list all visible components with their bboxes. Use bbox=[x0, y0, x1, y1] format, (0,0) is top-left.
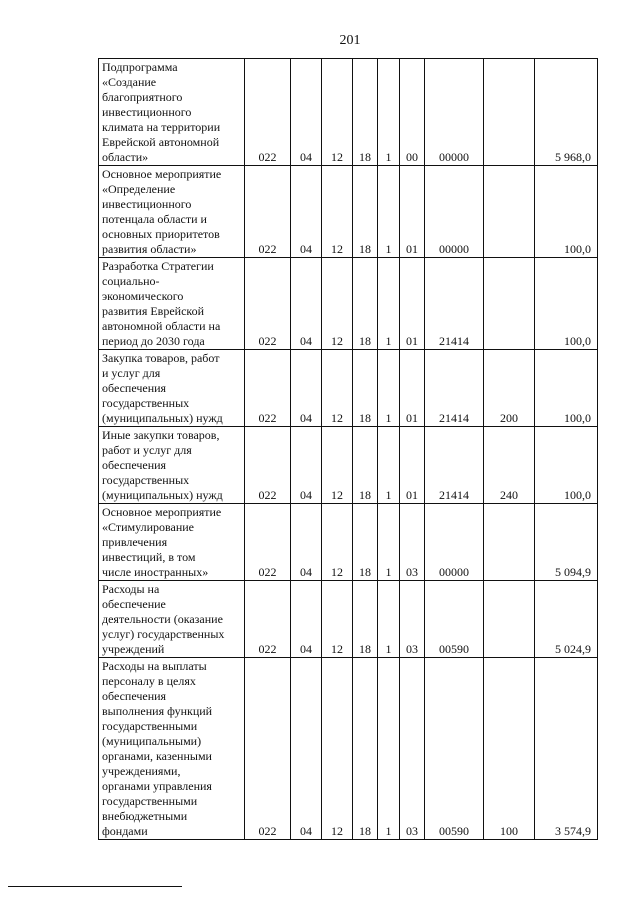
direction-code: 00000 bbox=[425, 59, 484, 166]
program-code: 18 bbox=[353, 59, 378, 166]
subprogram-code: 1 bbox=[378, 427, 400, 504]
grbs-code: 022 bbox=[245, 258, 291, 350]
row-name: Расходы на обеспечение деятельности (оказание услуг) государственных учреждений bbox=[99, 581, 245, 658]
direction-code: 00000 bbox=[425, 504, 484, 581]
table-row bbox=[99, 504, 598, 581]
subprogram-code: 1 bbox=[378, 504, 400, 581]
grbs-code: 022 bbox=[245, 581, 291, 658]
row-name: Основное мероприятие «Определение инвестиционного потенцала области и основных приоритетов развития области» bbox=[99, 166, 245, 258]
program-code: 18 bbox=[353, 581, 378, 658]
subsection-code: 12 bbox=[322, 350, 353, 427]
table-row bbox=[99, 258, 598, 350]
row-name: Закупка товаров, работ и услуг для обеспечения государственных (муниципальных) нужд bbox=[99, 350, 245, 427]
budget-table bbox=[98, 58, 598, 840]
subprogram-code: 1 bbox=[378, 658, 400, 840]
direction-code: 21414 bbox=[425, 427, 484, 504]
activity-code: 03 bbox=[400, 504, 425, 581]
amount: 100,0 bbox=[535, 350, 598, 427]
program-code: 18 bbox=[353, 258, 378, 350]
amount: 3 574,9 bbox=[535, 658, 598, 840]
row-name: Расходы на выплаты персоналу в целях обеспечения выполнения функций государственными (муниципальными) органами, казенными учреждениями, органами управления государственными внебюджетными фондами bbox=[99, 658, 245, 840]
grbs-code: 022 bbox=[245, 350, 291, 427]
expense-type-code: 100 bbox=[484, 658, 535, 840]
row-name: Подпрограмма «Создание благоприятного инвестиционного климата на территории Еврейской автономной области» bbox=[99, 59, 245, 166]
direction-code: 21414 bbox=[425, 258, 484, 350]
program-code: 18 bbox=[353, 504, 378, 581]
row-name: Иные закупки товаров, работ и услуг для обеспечения государственных (муниципальных) нужд bbox=[99, 427, 245, 504]
direction-code: 00590 bbox=[425, 658, 484, 840]
subsection-code: 12 bbox=[322, 658, 353, 840]
table-row bbox=[99, 59, 598, 166]
activity-code: 00 bbox=[400, 59, 425, 166]
subprogram-code: 1 bbox=[378, 59, 400, 166]
row-name: Разработка Стратегии социально- экономического развития Еврейской автономной области на период до 2030 года bbox=[99, 258, 245, 350]
grbs-code: 022 bbox=[245, 504, 291, 581]
section-code: 04 bbox=[291, 581, 322, 658]
grbs-code: 022 bbox=[245, 658, 291, 840]
activity-code: 03 bbox=[400, 658, 425, 840]
direction-code: 00590 bbox=[425, 581, 484, 658]
amount: 5 024,9 bbox=[535, 581, 598, 658]
program-code: 18 bbox=[353, 658, 378, 840]
table-row bbox=[99, 581, 598, 658]
section-code: 04 bbox=[291, 504, 322, 581]
subprogram-code: 1 bbox=[378, 258, 400, 350]
page-number: 201 bbox=[339, 33, 361, 48]
expense-type-code: 240 bbox=[484, 427, 535, 504]
section-code: 04 bbox=[291, 350, 322, 427]
table-row bbox=[99, 166, 598, 258]
program-code: 18 bbox=[353, 350, 378, 427]
footnote-separator bbox=[8, 886, 182, 887]
table-row bbox=[99, 427, 598, 504]
expense-type-code: 200 bbox=[484, 350, 535, 427]
grbs-code: 022 bbox=[245, 59, 291, 166]
activity-code: 01 bbox=[400, 258, 425, 350]
amount: 100,0 bbox=[535, 258, 598, 350]
section-code: 04 bbox=[291, 427, 322, 504]
subsection-code: 12 bbox=[322, 581, 353, 658]
subsection-code: 12 bbox=[322, 166, 353, 258]
grbs-code: 022 bbox=[245, 427, 291, 504]
section-code: 04 bbox=[291, 258, 322, 350]
amount: 100,0 bbox=[535, 166, 598, 258]
section-code: 04 bbox=[291, 59, 322, 166]
direction-code: 21414 bbox=[425, 350, 484, 427]
amount: 5 094,9 bbox=[535, 504, 598, 581]
activity-code: 01 bbox=[400, 350, 425, 427]
amount: 100,0 bbox=[535, 427, 598, 504]
grbs-code: 022 bbox=[245, 166, 291, 258]
subprogram-code: 1 bbox=[378, 581, 400, 658]
section-code: 04 bbox=[291, 658, 322, 840]
activity-code: 01 bbox=[400, 427, 425, 504]
amount: 5 968,0 bbox=[535, 59, 598, 166]
expense-type-code bbox=[484, 166, 535, 258]
program-code: 18 bbox=[353, 427, 378, 504]
subprogram-code: 1 bbox=[378, 350, 400, 427]
direction-code: 00000 bbox=[425, 166, 484, 258]
subsection-code: 12 bbox=[322, 59, 353, 166]
row-name: Основное мероприятие «Стимулирование привлечения инвестиций, в том числе иностранных» bbox=[99, 504, 245, 581]
table-row bbox=[99, 658, 598, 840]
activity-code: 03 bbox=[400, 581, 425, 658]
subsection-code: 12 bbox=[322, 504, 353, 581]
table-row bbox=[99, 350, 598, 427]
subsection-code: 12 bbox=[322, 258, 353, 350]
program-code: 18 bbox=[353, 166, 378, 258]
subsection-code: 12 bbox=[322, 427, 353, 504]
expense-type-code bbox=[484, 258, 535, 350]
expense-type-code bbox=[484, 504, 535, 581]
section-code: 04 bbox=[291, 166, 322, 258]
expense-type-code bbox=[484, 59, 535, 166]
activity-code: 01 bbox=[400, 166, 425, 258]
expense-type-code bbox=[484, 581, 535, 658]
subprogram-code: 1 bbox=[378, 166, 400, 258]
